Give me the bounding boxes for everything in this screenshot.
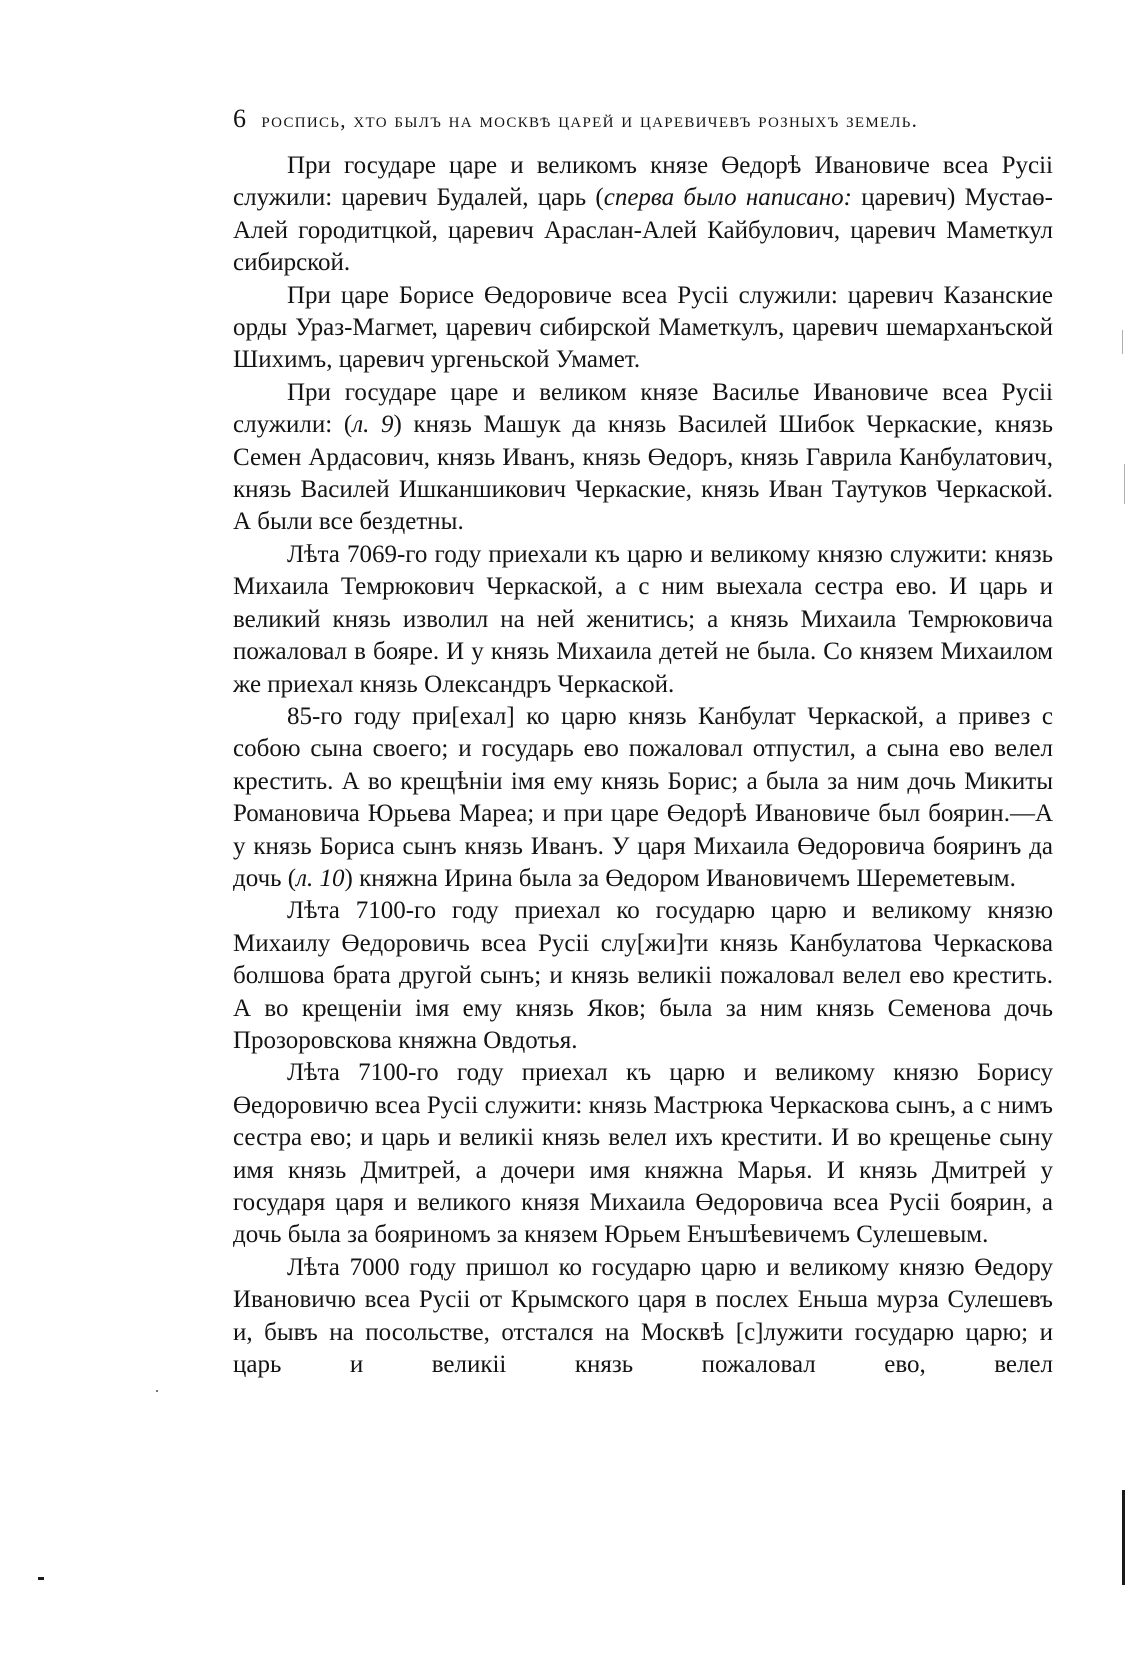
page-number: 6 [233,104,248,133]
scan-margin-mark [1122,1490,1125,1585]
paragraph-text: При царе Борисе Өедоровиче всеа Русіі служили: царевич Казанские орды Ураз-Магмет, царевич сибирской Маметкулъ, царевич шемарханъской Шихимъ, царевич ургеньской Умамет. [233,281,1053,374]
scan-speck [38,1577,44,1580]
paragraph-text: 85-го году при[ехал] ко царю князь Канбулат Черкаской, а привез с собою сына своего; и государь ево пожаловал отпустил, а сына ево велел крестить. А во крещѣніи імя ему князь Борис; а была за ним дочь Микиты Романовича Юрьева Мареа; и при царе Өедорѣ Ивановиче был боярин.—А у князь Бориса сынъ князь Иванъ. У царя Михаила Өедоровича бояринъ да дочь ( [233,702,1053,892]
page-body [233,150,1053,1381]
paragraph-1 [233,150,1053,280]
folio-reference: л. 10 [296,864,345,892]
paragraph-text: При государе царе и великом князе Василье Ивановиче всеа Русіі служили: ( [233,378,1053,439]
paragraph-3 [233,377,1053,539]
paragraph-7 [233,1057,1053,1251]
paragraph-6 [233,895,1053,1057]
paragraph-5 [233,701,1053,895]
paragraph-text: Лѣта 7000 году пришол ко государю царю и великому князю Өедору Ивановичю всеа Русіі от Крымского царя в послех Еньша мурза Сулешевъ и, бывъ на посольстве, отстался на Москвѣ [с]лужити государю царю; и царь и великіі князь пожаловал ево, велел [233,1253,1053,1379]
paragraph-text: Лѣта 7069-го году приехали къ царю и великому князю служити: князь Михаила Темрюкович Черкаской, а с ним выехала сестра ево. И царь и великий князь изволил на ней женитись; а князь Михаила Темрюковича пожаловал в бояре. И у князь Михаила детей не была. Со князем Михаилом же приехал князь Олександръ Черкаской. [233,540,1053,698]
running-title: роспись, хто былъ на москвѣ царей и царевичевъ розныхъ земель. [261,108,919,132]
paragraph-text: При государе царе и великомъ князе Өедорѣ Ивановиче всеа Русіі служили: царевич Будалей, царь ( [233,152,1053,212]
paragraph-text: царевич) Мустаө-Алей городитцкой, царевич Араслан-Алей Кайбулович, царевич Маметкул сибирской. [233,184,1053,277]
paragraph-8 [233,1252,1053,1382]
scan-margin-mark [1122,330,1123,354]
paragraph-text: Лѣта 7100-го году приехал къ царю и великому князю Борису Өедоровичю всеа Русіі служити: князь Мастрюка Черкаскова сынъ, а с нимъ сестра ево; и царь и великіі князь велел ихъ крестити. И во крещенье сыну имя князь Дмитрей, а дочери имя княжна Марья. И князь Дмитрей у государя царя и великого князя Михаила Өедоровича всеа Русіі боярин, а дочь была за бояриномъ за князем Юрьем Енъшѣевичемъ Сулешевым. [233,1059,1053,1249]
paragraph-text: Лѣта 7100-го году приехал ко государю царю и великому князю Михаилу Өедоровичь всеа Русіі слу[жи]ти князь Канбулатова Черкаскова болшова брата другой сынъ; и князь великіі пожаловал велел ево крестить. А во крещеніи імя ему князь Яков; была за ним князь Семенова дочь Прозоровскова княжна Овдотья. [233,897,1053,1054]
folio-reference: л. 9 [352,411,394,439]
running-header [233,104,1053,138]
paragraph-text: ) князь Машук да князь Василей Шибок Черкаские, князь Семен Ардасович, князь Иванъ, князь Өедоръ, князь Гаврила Канбулатович, князь Василей Ишканшикович Черкаские, князь Иван Таутуков Черкаской. А были все бездетны. [233,411,1053,536]
editorial-note: сперва было написано: [603,184,852,212]
paragraph-text: ) княжна Ирина была за Өедором Ивановичемъ Шереметевым. [344,864,1016,892]
scan-speck [156,1390,158,1392]
paragraph-2 [233,280,1053,377]
paragraph-4 [233,539,1053,701]
scan-margin-mark [1124,464,1125,504]
